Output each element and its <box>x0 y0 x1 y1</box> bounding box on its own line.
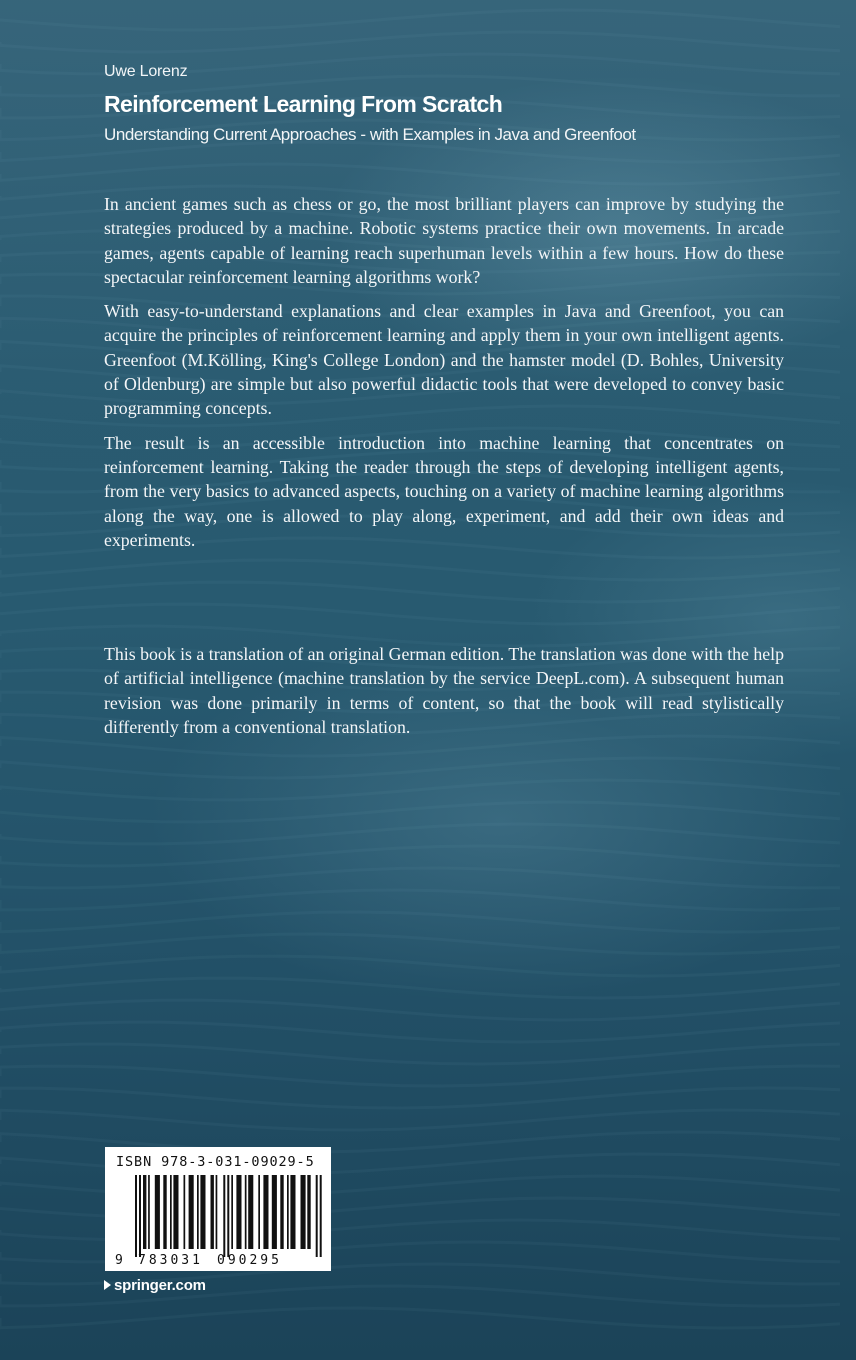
book-subtitle: Understanding Current Approaches - with Examples in Java and Greenfoot <box>104 125 636 144</box>
texture-stripe <box>0 1088 840 1108</box>
texture-stripe <box>0 1044 840 1064</box>
blurb-paragraph: With easy-to-understand explanations and clear examples in Java and Greenfoot, you can acquire the principles of reinforcement learning and apply them in your own intelligent agents. Greenfoot (M.Kölling, King's College London) and the hamster model (D. Bohles, University of Oldenburg) are simple but also powerful didactic tools that were developed to convey basic programming concepts. <box>104 301 784 419</box>
barcode-bar <box>155 1175 160 1249</box>
barcode-bar <box>148 1175 150 1249</box>
barcode-bar <box>280 1175 283 1249</box>
arrow-right-icon <box>104 1280 111 1290</box>
texture-stripe <box>0 604 840 624</box>
barcode-bar <box>200 1175 205 1249</box>
barcode-bar <box>236 1175 241 1249</box>
barcode-left-digits: 783031 <box>138 1253 203 1268</box>
barcode-bar <box>320 1175 322 1257</box>
barcode-bar <box>197 1175 199 1249</box>
texture-stripe <box>0 956 840 976</box>
texture-stripe <box>0 890 840 910</box>
barcode-bar <box>189 1175 194 1249</box>
barcode-bar <box>211 1175 214 1249</box>
texture-stripe <box>0 560 840 580</box>
author-name: Uwe Lorenz <box>104 63 188 80</box>
barcode-bar <box>135 1175 137 1257</box>
barcode-bar <box>184 1175 186 1249</box>
barcode-bar <box>139 1175 141 1257</box>
blurb <box>104 192 784 562</box>
barcode-bar <box>245 1175 247 1249</box>
texture-stripe <box>0 1022 840 1042</box>
barcode-bar <box>143 1175 146 1249</box>
barcode-bar <box>227 1175 229 1257</box>
barcode-bar <box>216 1175 218 1249</box>
isbn-barcode <box>105 1147 331 1271</box>
texture-stripe <box>0 846 840 866</box>
barcode-bar <box>170 1175 172 1249</box>
texture-stripe <box>0 1000 840 1020</box>
barcode-bar <box>263 1175 268 1249</box>
texture-stripe <box>0 802 840 822</box>
barcode-bar <box>173 1175 178 1249</box>
translation-note: This book is a translation of an original German edition. The translation was done with the help of artificial intelligence (machine translation by the service DeepL.com). A subsequent human revision was done primarily in terms of content, so that the book will read stylistically differently from a conventional translation. <box>104 644 784 737</box>
texture-stripe <box>0 824 840 844</box>
texture-stripe <box>0 1066 840 1086</box>
barcode-bar <box>258 1175 260 1249</box>
publisher-link[interactable] <box>104 1277 206 1294</box>
barcode-bar <box>163 1175 166 1249</box>
blurb-paragraph: In ancient games such as chess or go, the most brilliant players can improve by studying the strategies produced by a machine. Robotic systems practice their own movements. In arcade games, agents capable of learning reach superhuman levels within a few hours. How do these spectacular reinforcement learning algorithms work? <box>104 194 784 287</box>
texture-stripe <box>0 780 840 800</box>
texture-stripe <box>0 1110 840 1130</box>
texture-stripe <box>0 912 840 932</box>
barcode-bar <box>272 1175 277 1249</box>
barcode-bar <box>316 1175 318 1257</box>
barcode-bars <box>105 1147 331 1271</box>
book-title: Reinforcement Learning From Scratch <box>104 91 503 117</box>
publisher-link-text: springer.com <box>114 1277 206 1294</box>
barcode-bar <box>307 1175 310 1249</box>
texture-stripe <box>0 934 840 954</box>
barcode-right-digits: 090295 <box>217 1253 282 1268</box>
texture-stripe <box>0 978 840 998</box>
barcode-bar <box>287 1175 289 1249</box>
isbn-label: ISBN 978-3-031-09029-5 <box>116 1154 315 1170</box>
texture-stripe <box>0 1308 840 1328</box>
barcode-first-digit: 9 <box>115 1253 123 1268</box>
blurb-paragraph: The result is an accessible introduction into machine learning that concentrates on reinforcement learning. Taking the reader through the steps of developing intelligent agents, from the very basics to advanced aspects, touching on a variety of machine learning algorithms along the way, one is allowed to play along, experiment, and add their own ideas and experiments. <box>104 432 784 550</box>
barcode-bar <box>231 1175 233 1249</box>
texture-stripe <box>0 868 840 888</box>
texture-stripe <box>0 758 840 778</box>
texture-stripe <box>0 582 840 602</box>
barcode-bar <box>248 1175 253 1249</box>
barcode-bar <box>223 1175 225 1257</box>
barcode-bar <box>290 1175 295 1249</box>
barcode-bar <box>301 1175 306 1249</box>
